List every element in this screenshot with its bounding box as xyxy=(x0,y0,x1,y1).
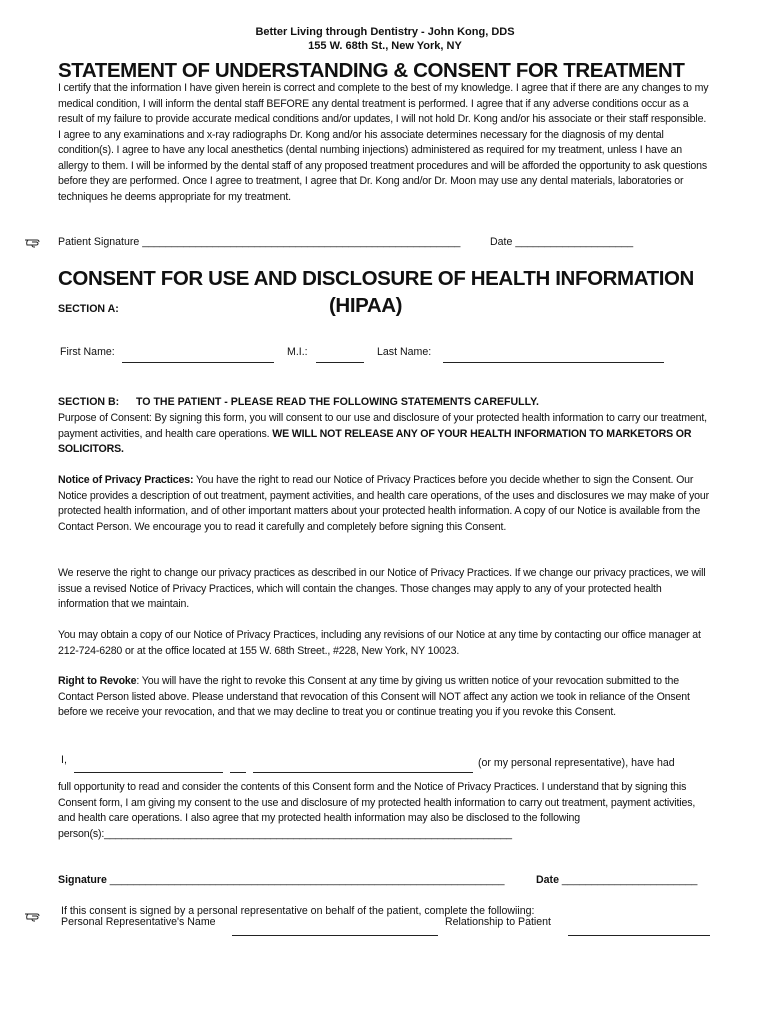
pointing-hand-icon xyxy=(24,236,46,250)
practice-name: Better Living through Dentistry - John Kong, DDS xyxy=(255,26,515,38)
rep-notice: If this consent is signed by a personal representative on behalf of the patient, complete the followiing: xyxy=(61,905,535,917)
notice-text: You have the right to read our Notice of Privacy Practices before you decide whether to sign the Consent. Our Notice provides a description of out treatment, payment activities, and health care operations, of the uses and disclosures we may make of your protected health information, and of other important matters about your protected health information. A copy of our Notice is available from the Contact Person. We encourage you to read it carefully and completely before signing this Consent. xyxy=(58,474,710,533)
practice-header xyxy=(0,25,770,53)
notice-label: Notice of Privacy Practices: xyxy=(58,474,194,486)
first-name-field[interactable] xyxy=(122,362,274,363)
purpose-text: Purpose of Consent: By signing this form, you will consent to our use and disclosure of your protected health information to carry our treatment, payment activities, and health care operations. xyxy=(58,412,707,440)
patient-signature-date-field[interactable]: Date ____________________ xyxy=(490,236,634,248)
treatment-consent-title: STATEMENT OF UNDERSTANDING & CONSENT FOR TREATMENT xyxy=(58,59,685,82)
revoke-text: : You will have the right to revoke this Consent at any time by giving us written notice of your revocation submitted to the Contact Person listed above. Please understand that revocation of this Consent will NOT affect any action we took in reliance of the Onsent before we receive your revocation, and that we may decline to treat you or continue treating you if you revoke this Consent. xyxy=(58,675,690,718)
signature-label: Signature xyxy=(58,874,107,886)
agree-paragraph: I agree to any examinations and x-ray radiographs Dr. Kong and/or his associate determines necessary for the diagnosis of my dental condition(s). I agree to have any local anesthetics (dental numbing injections) administered as required for my treatment, unless I have an allergy to them. I will be informed by the dental staff of any proposed treatment procedures and will be afforded the opportunity to ask questions before they are performed. Once I agree to treatment, I agree that Dr. Kong and/or Dr. Moon may use any dental materials, laboratories or techniques he deems appropriate for my treatment. xyxy=(58,128,708,203)
signature-line: ___________________________________________________________________ xyxy=(106,874,505,886)
section-b-heading: TO THE PATIENT - PLEASE READ THE FOLLOWING STATEMENTS CAREFULLY. xyxy=(136,396,539,408)
hipaa-title-line1: CONSENT FOR USE AND DISCLOSURE OF HEALTH INFORMATION xyxy=(58,267,694,290)
treatment-consent-body xyxy=(58,81,712,205)
i-label: I, xyxy=(61,754,67,766)
obtain-text: You may obtain a copy of our Notice of Privacy Practices, including any revisions of our Notice at any time by contacting our office manager at 212-724-6280 or at the office located at 155 W. 68th Street., #228, New York, NY 10023. xyxy=(58,629,701,657)
signature-date-field[interactable] xyxy=(536,874,697,886)
revoke-paragraph xyxy=(58,674,712,721)
notice-paragraph xyxy=(58,473,712,535)
opportunity-paragraph xyxy=(58,780,712,842)
purpose-paragraph xyxy=(58,411,712,458)
last-name-field[interactable] xyxy=(443,362,664,363)
last-name-label: Last Name: xyxy=(377,346,432,358)
rep-name-field[interactable] xyxy=(232,935,438,936)
obtain-paragraph xyxy=(58,628,712,659)
patient-mi-field[interactable] xyxy=(230,772,246,773)
section-a-label: SECTION A: xyxy=(58,303,119,315)
pointing-hand-icon xyxy=(24,910,46,924)
signature-field[interactable] xyxy=(58,874,505,886)
representative-label: (or my personal representative), have had xyxy=(478,757,675,769)
rep-name-label: Personal Representative's Name xyxy=(61,916,216,928)
hipaa-title-line2: (HIPAA) xyxy=(329,294,403,317)
relationship-label: Relationship to Patient xyxy=(445,916,552,928)
section-b-label: SECTION B: xyxy=(58,396,120,408)
signature-date-label: Date xyxy=(536,874,559,886)
practice-address: 155 W. 68th St., New York, NY xyxy=(308,40,462,52)
reserve-paragraph xyxy=(58,566,712,613)
signature-date-line: _______________________ xyxy=(558,874,698,886)
opportunity-text: full opportunity to read and consider the contents of this Consent form and the Notice of Privacy Practices. I understand that by signing this Consent form, I am giving my consent to the use and disclosure of my protected health information to carry out treatment, payment activities, and health care operations. I also agree that my protected health information may also be disclosed to the following person(s):_______________________________________________________________________ xyxy=(58,781,696,840)
revoke-label: Right to Revoke xyxy=(58,675,137,687)
certify-paragraph: I certify that the information I have given herein is correct and complete to the best of my knowledge. I agree that if there are any changes to my medical condition, I will inform the dental staff BEFORE any dental treatment is performed. I agree that if any adverse conditions occur as a result of my failure to provide accurate medical conditions and/or updates, I will not hold Dr. Kong and/or his associate or their staff responsible. xyxy=(58,82,709,125)
relationship-field[interactable] xyxy=(568,935,710,936)
patient-name-field[interactable] xyxy=(74,772,223,773)
patient-signature-field[interactable]: Patient Signature ______________________________________________________ xyxy=(58,236,461,248)
mi-label: M.I.: xyxy=(287,346,308,358)
first-name-label: First Name: xyxy=(60,346,115,358)
purpose-bold: WE WILL NOT RELEASE ANY OF YOUR HEALTH INFORMATION TO MARKETORS OR SOLICITORS. xyxy=(58,427,692,455)
mi-field[interactable] xyxy=(316,362,364,363)
patient-last-name-field[interactable] xyxy=(253,772,473,773)
reserve-text: We reserve the right to change our privacy practices as described in our Notice of Privacy Practices. If we change our privacy practices, we will issue a revised Notice of Privacy Practices, which will contain the changes. Those changes may apply to any of your protected health information that we maintain. xyxy=(58,567,706,610)
